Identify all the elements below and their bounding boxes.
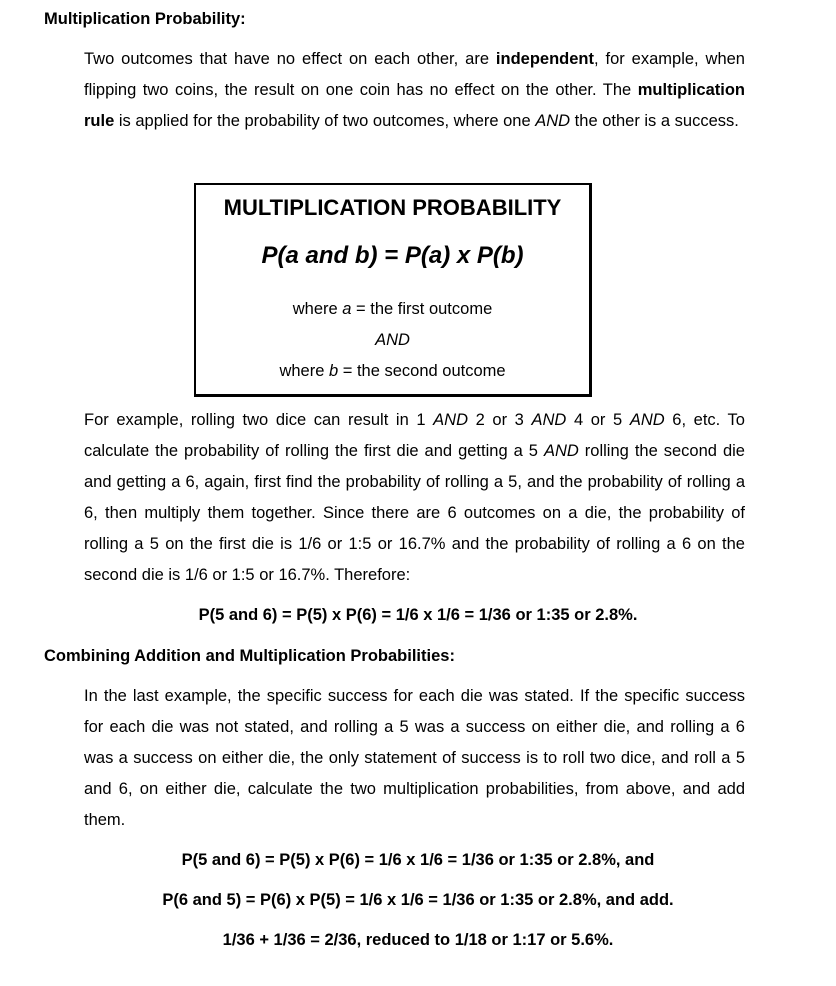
equation-2: P(5 and 6) = P(5) x P(6) = 1/6 x 1/6 = 1/36 or 1:35 or 2.8%, and bbox=[181, 851, 655, 869]
emphasis-multiplication-rule: multiplication rule bbox=[84, 81, 745, 130]
dice-example-paragraph: For example, rolling two dice can result in 1 AND 2 or 3 AND 4 or 5 AND 6, etc. To calculate the probability of rolling the first die and getting a 5 AND rolling the second die and getting a 6, again, first find the probability of rolling a 5, and the probability of rolling a 6, then multiply them together. Since there are 6 outcomes on a die, the probability of rolling a 5 on the first die is 1/6 or 1:5 or 16.7% and the probability of rolling a 6 on the second die is 1/6 or 1:5 or 16.7%. Therefore: bbox=[84, 411, 745, 584]
equation-3: P(6 and 5) = P(6) x P(5) = 1/6 x 1/6 = 1/36 or 1:35 or 2.8%, and add. bbox=[162, 891, 674, 909]
formula-where-a: where a = the first outcome bbox=[292, 300, 493, 318]
formula-and: AND bbox=[375, 331, 410, 349]
formula: P(a and b) = P(a) x P(b) bbox=[261, 242, 524, 269]
formula-where-b: where b = the second outcome bbox=[279, 362, 506, 380]
intro-paragraph: Two outcomes that have no effect on each other, are independent, for example, when flipping two coins, the result on one coin has no effect on the other. The multiplication rule is applied for the probability of two outcomes, where one AND the other is a success. bbox=[84, 50, 745, 130]
formula-box-title: MULTIPLICATION PROBABILITY bbox=[223, 195, 562, 220]
section-heading-combining: Combining Addition and Multiplication Probabilities: bbox=[44, 647, 455, 665]
equation-1: P(5 and 6) = P(5) x P(6) = 1/6 x 1/6 = 1/36 or 1:35 or 2.8%. bbox=[198, 606, 638, 624]
formula-box bbox=[194, 183, 592, 397]
section-heading-multiplication: Multiplication Probability: bbox=[44, 10, 246, 28]
emphasis-independent: independent bbox=[495, 50, 594, 68]
combining-paragraph: In the last example, the specific success for each die was stated. If the specific success for each die was not stated, and rolling a 5 was a success on either die, and rolling a 6 was a success on either die, the only statement of success is to roll two dice, and roll a 5 and 6, on either die, calculate the two multiplication probabilities, from above, and add them. bbox=[84, 687, 745, 829]
equation-4: 1/36 + 1/36 = 2/36, reduced to 1/18 or 1:17 or 5.6%. bbox=[222, 931, 614, 949]
